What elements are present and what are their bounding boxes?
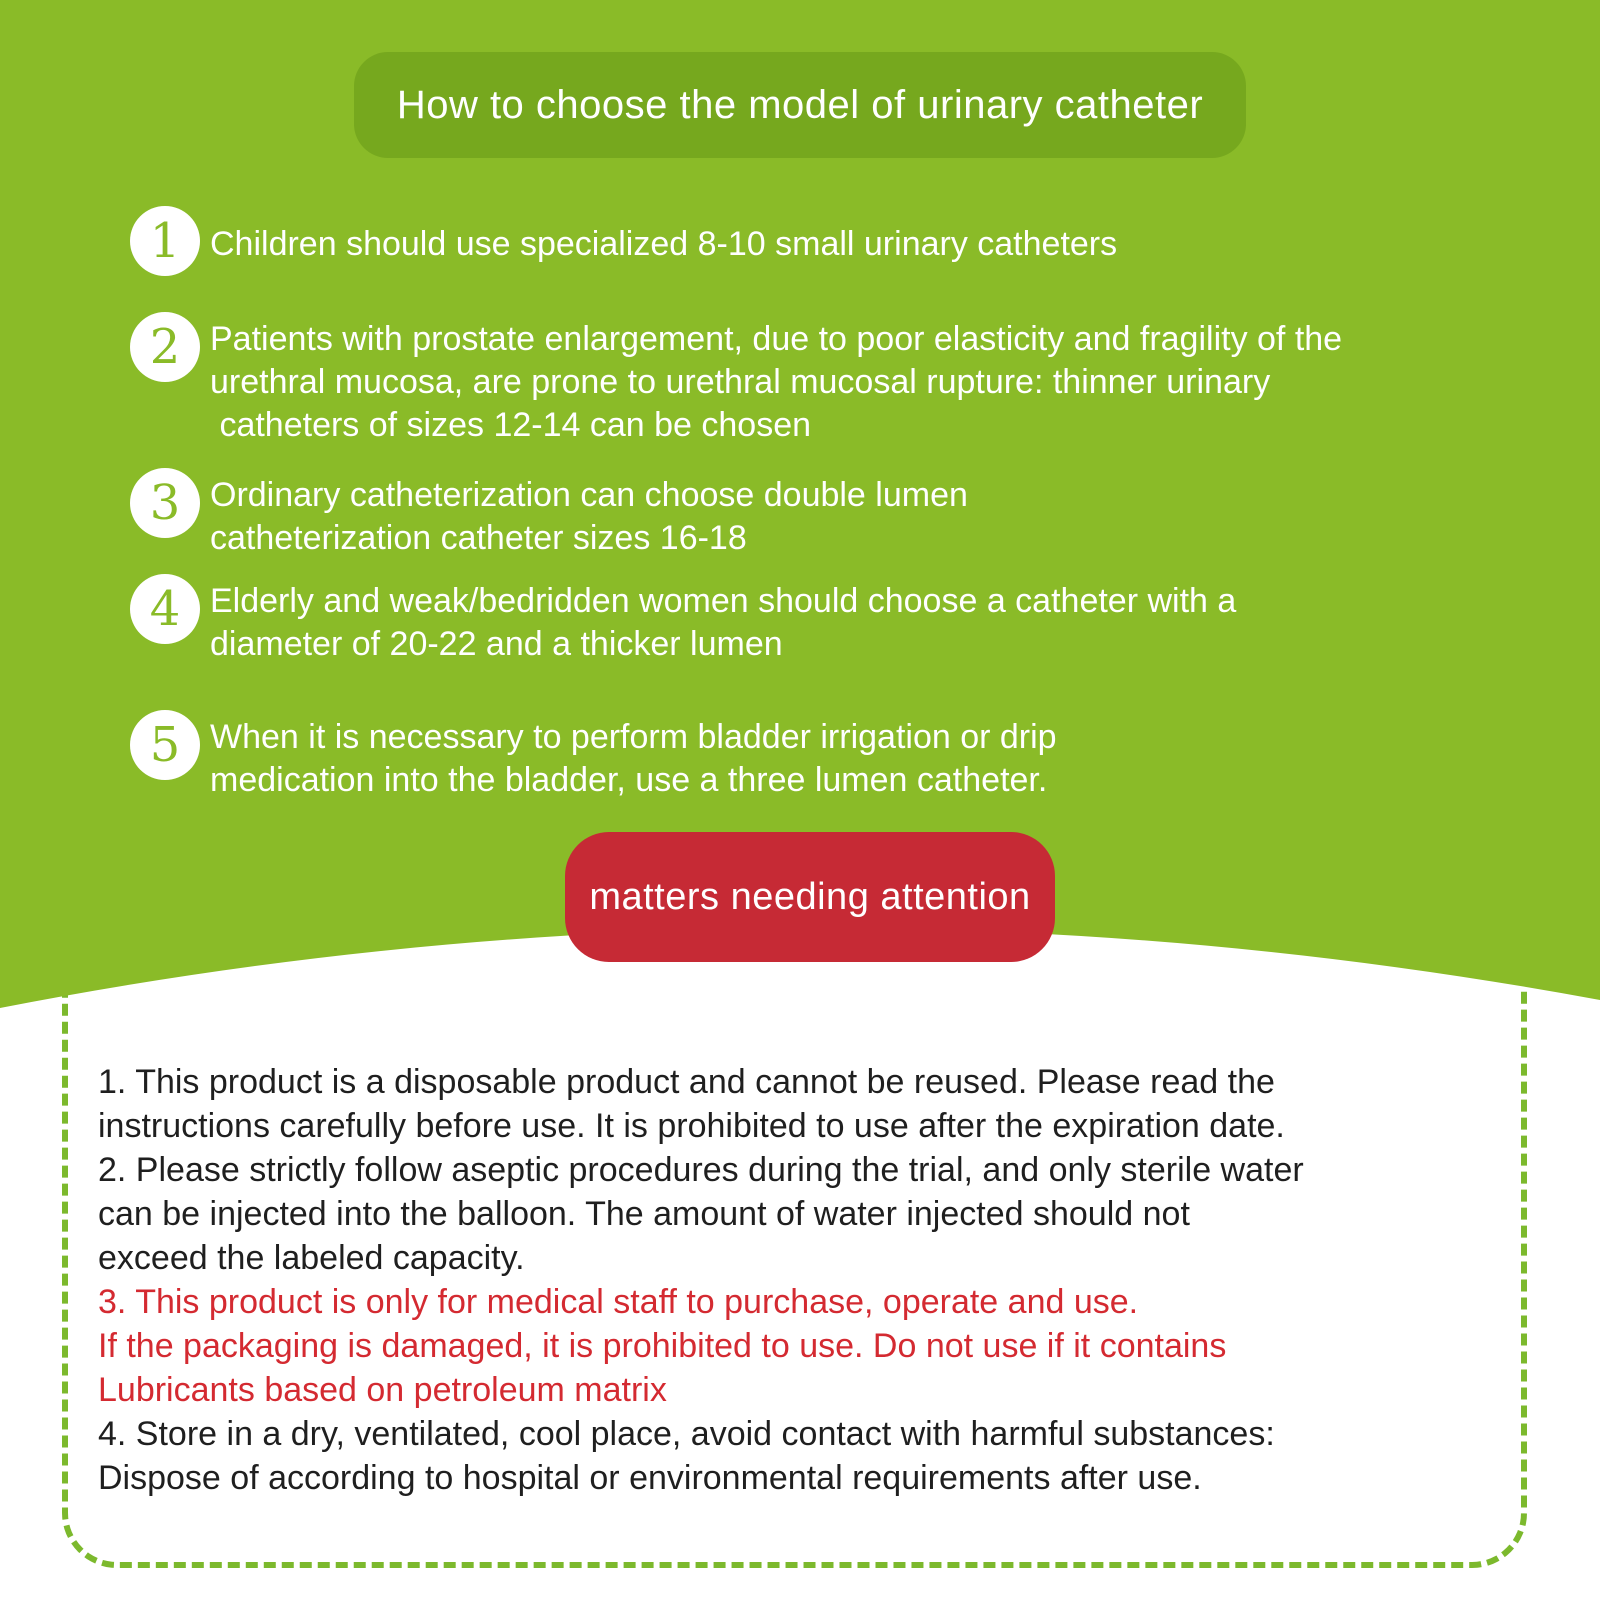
instruction-item-5 <box>130 710 1057 802</box>
attention-banner <box>565 832 1055 962</box>
notes-text-block <box>98 1060 1518 1500</box>
instruction-item-4 <box>130 574 1236 666</box>
item-number: 5 <box>149 717 181 773</box>
instruction-item-3 <box>130 468 968 560</box>
note-line: can be injected into the balloon. The amount of water injected should not <box>98 1195 1190 1233</box>
note-line: 2. Please strictly follow aseptic procedures during the trial, and only sterile water <box>98 1151 1304 1189</box>
note-line: 1. This product is a disposable product and cannot be reused. Please read the <box>98 1063 1275 1101</box>
item-number-badge <box>130 710 200 780</box>
page-title: How to choose the model of urinary catheter <box>396 82 1204 127</box>
item-number: 1 <box>149 213 181 269</box>
item-number: 4 <box>149 581 181 637</box>
item-line: urethral mucosa, are prone to urethral mucosal rupture: thinner urinary <box>210 363 1271 401</box>
note-line: 4. Store in a dry, ventilated, cool place, avoid contact with harmful substances: <box>98 1415 1275 1453</box>
item-number: 2 <box>149 319 181 375</box>
note-line: exceed the labeled capacity. <box>98 1239 525 1277</box>
item-number: 3 <box>149 475 181 531</box>
note-line: Dispose of according to hospital or environmental requirements after use. <box>98 1459 1202 1497</box>
item-number-badge <box>130 206 200 276</box>
instruction-item-2 <box>130 312 1342 447</box>
item-line: diameter of 20-22 and a thicker lumen <box>210 625 783 663</box>
note-line-warning: 3. This product is only for medical staff to purchase, operate and use. <box>98 1283 1139 1321</box>
item-line: catheterization catheter sizes 16-18 <box>210 519 747 557</box>
title-banner <box>354 52 1246 158</box>
attention-banner-label: matters needing attention <box>589 875 1031 918</box>
note-line-warning: Lubricants based on petroleum matrix <box>98 1371 667 1409</box>
item-line: catheters of sizes 12-14 can be chosen <box>210 406 812 444</box>
item-number-badge <box>130 312 200 382</box>
item-line: Children should use specialized 8-10 small urinary catheters <box>210 225 1118 263</box>
item-line: Patients with prostate enlargement, due to poor elasticity and fragility of the <box>210 320 1343 358</box>
note-line: instructions carefully before use. It is prohibited to use after the expiration date. <box>98 1107 1285 1145</box>
item-line: Elderly and weak/bedridden women should choose a catheter with a <box>210 582 1237 620</box>
item-line: When it is necessary to perform bladder irrigation or drip <box>210 718 1057 756</box>
instruction-item-1 <box>130 206 1117 276</box>
item-number-badge <box>130 574 200 644</box>
item-number-badge <box>130 468 200 538</box>
item-line: Ordinary catheterization can choose double lumen <box>210 476 968 514</box>
item-line: medication into the bladder, use a three lumen catheter. <box>210 761 1048 799</box>
note-line-warning: If the packaging is damaged, it is prohibited to use. Do not use if it contains <box>98 1327 1227 1365</box>
